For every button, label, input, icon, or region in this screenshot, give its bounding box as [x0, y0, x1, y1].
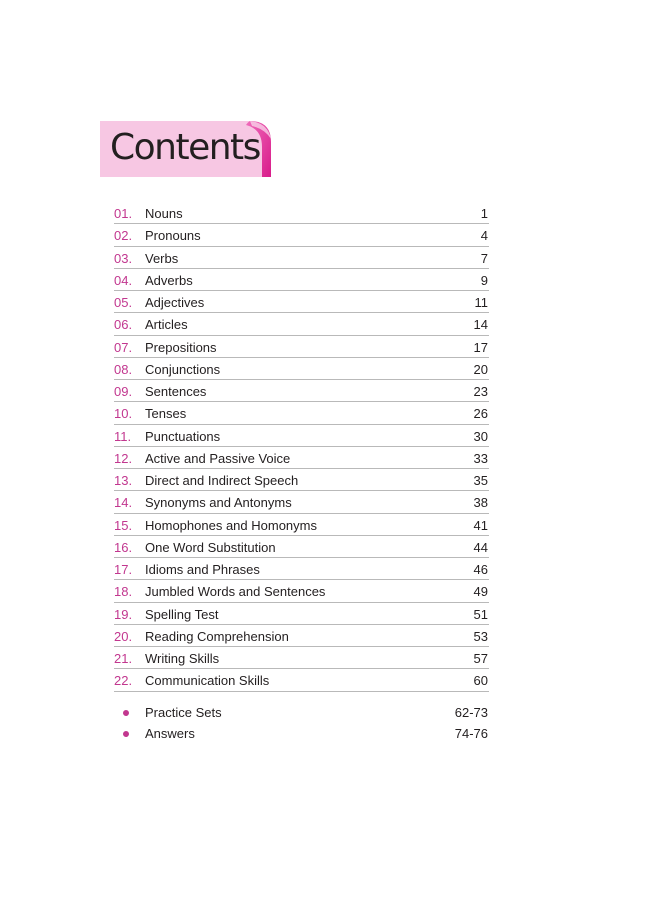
chapter-title: Homophones and Homonyms	[145, 517, 317, 533]
page-number: 7	[480, 250, 488, 266]
chapter-title: Conjunctions	[145, 361, 221, 377]
page-number: 4	[480, 228, 488, 244]
chapter-title: Synonyms and Antonyms	[145, 495, 292, 511]
page-range: 62-73	[454, 705, 488, 720]
toc-row[interactable]	[114, 425, 489, 447]
page-number: 46	[473, 562, 488, 577]
toc-row[interactable]	[114, 669, 489, 691]
toc-row[interactable]	[114, 603, 489, 625]
page-number: 1	[480, 206, 488, 221]
chapter-number: 07.	[114, 339, 133, 355]
chapter-title: Active and Passive Voice	[145, 450, 291, 466]
page-number: 60	[473, 673, 488, 689]
page-number: 33	[473, 450, 488, 466]
toc-row[interactable]	[114, 491, 489, 513]
bullet-icon	[123, 731, 129, 737]
toc-row[interactable]	[114, 625, 489, 647]
appendix-title: Practice Sets	[145, 705, 222, 720]
table-of-contents	[114, 202, 489, 692]
page-number: 53	[473, 628, 488, 644]
page-title: Contents	[110, 127, 260, 168]
page-number: 23	[473, 384, 488, 399]
appendix-list	[114, 703, 489, 745]
appendix-row[interactable]	[114, 724, 489, 745]
chapter-number: 09.	[114, 384, 133, 399]
chapter-title: Nouns	[145, 206, 183, 221]
page-number: 20	[473, 361, 488, 377]
chapter-number: 19.	[114, 606, 133, 622]
chapter-title: Reading Comprehension	[145, 628, 289, 644]
toc-row[interactable]	[114, 247, 489, 269]
toc-row[interactable]	[114, 469, 489, 491]
chapter-number: 05.	[114, 295, 133, 310]
chapter-number: 14.	[114, 495, 133, 511]
chapter-number: 11.	[114, 428, 132, 444]
toc-row[interactable]	[114, 380, 489, 402]
page-number: 38	[473, 495, 488, 511]
chapter-number: 16.	[114, 539, 133, 555]
toc-row[interactable]	[114, 558, 489, 580]
chapter-number: 22.	[114, 673, 133, 689]
chapter-number: 01.	[114, 206, 133, 221]
chapter-title: Adjectives	[145, 295, 205, 310]
toc-row[interactable]	[114, 647, 489, 669]
chapter-number: 13.	[114, 473, 133, 488]
chapter-number: 06.	[114, 317, 133, 333]
toc-row[interactable]	[114, 580, 489, 602]
toc-row[interactable]	[114, 224, 489, 246]
toc-row[interactable]	[114, 291, 489, 313]
toc-row[interactable]	[114, 536, 489, 558]
chapter-title: Punctuations	[145, 428, 221, 444]
page-number: 17	[473, 339, 488, 355]
chapter-title: Articles	[145, 317, 188, 333]
appendix-title: Answers	[145, 726, 195, 741]
chapter-title: Direct and Indirect Speech	[145, 473, 299, 488]
toc-row[interactable]	[114, 447, 489, 469]
page-number: 9	[480, 272, 488, 288]
appendix-row[interactable]	[114, 703, 489, 724]
contents-title-banner	[100, 121, 271, 177]
chapter-number: 03.	[114, 250, 133, 266]
chapter-number: 12.	[114, 450, 133, 466]
chapter-number: 18.	[114, 584, 133, 600]
chapter-title: Verbs	[145, 250, 179, 266]
chapter-title: Prepositions	[145, 339, 217, 355]
chapter-title: One Word Substitution	[145, 539, 276, 555]
chapter-title: Idioms and Phrases	[145, 562, 260, 577]
chapter-title: Writing Skills	[145, 651, 220, 666]
toc-row[interactable]	[114, 358, 489, 380]
chapter-number: 10.	[114, 406, 133, 422]
chapter-title: Sentences	[145, 384, 207, 399]
chapter-number: 08.	[114, 361, 133, 377]
page-number: 35	[473, 473, 488, 488]
page-number: 26	[473, 406, 488, 422]
page-range: 74-76	[454, 726, 488, 741]
page-number: 51	[473, 606, 488, 622]
chapter-number: 17.	[114, 562, 133, 577]
toc-row[interactable]	[114, 336, 489, 358]
page-number: 44	[473, 539, 488, 555]
page-number: 41	[473, 517, 488, 533]
page-number: 11	[474, 295, 488, 310]
chapter-title: Pronouns	[145, 228, 201, 244]
chapter-number: 15.	[114, 517, 133, 533]
page-number: 30	[473, 428, 488, 444]
chapter-title: Spelling Test	[145, 606, 219, 622]
chapter-number: 21.	[114, 651, 133, 666]
chapter-title: Tenses	[145, 406, 187, 422]
page-number: 57	[473, 651, 488, 666]
chapter-number: 02.	[114, 228, 133, 244]
chapter-title: Communication Skills	[145, 673, 270, 689]
toc-row[interactable]	[114, 202, 489, 224]
bullet-icon	[123, 710, 129, 716]
chapter-number: 20.	[114, 628, 133, 644]
page-number: 49	[473, 584, 488, 600]
chapter-number: 04.	[114, 272, 133, 288]
toc-row[interactable]	[114, 313, 489, 335]
chapter-title: Jumbled Words and Sentences	[145, 584, 326, 600]
toc-row[interactable]	[114, 402, 489, 424]
toc-row[interactable]	[114, 269, 489, 291]
chapter-title: Adverbs	[145, 272, 193, 288]
page-number: 14	[473, 317, 488, 333]
toc-row[interactable]	[114, 514, 489, 536]
